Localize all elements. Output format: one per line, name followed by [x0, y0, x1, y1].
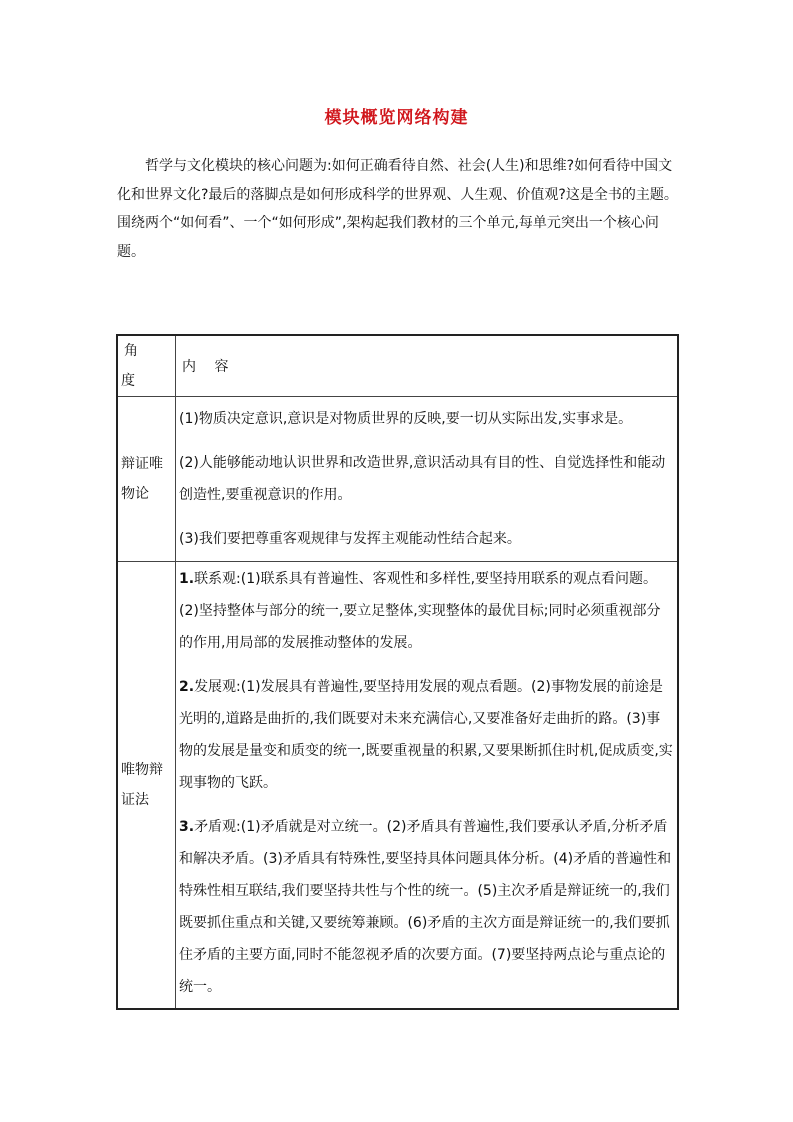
- header-content: 内 容: [176, 335, 679, 397]
- page-title: 模块概览网络构建: [324, 108, 469, 128]
- content-table: [116, 334, 679, 1010]
- header-angle: 角 度: [117, 335, 176, 397]
- item-number: 1.: [179, 571, 195, 588]
- table-row: [117, 397, 678, 562]
- table-header-row: [117, 335, 678, 397]
- row-angle: 辩证唯物论: [117, 397, 176, 562]
- content-paragraph: (2)人能够能动地认识世界和改造世界,意识活动具有目的性、自觉选择性和能动创造性,要重视意识的作用。: [179, 455, 666, 503]
- intro-paragraph: 哲学与文化模块的核心问题为:如何正确看待自然、社会(人生)和思维?如何看待中国文化和世界文化?最后的落脚点是如何形成科学的世界观、人生观、价值观?这是全书的主题。围绕两个“如何看”、一个“如何形成”,架构起我们教材的三个单元,每单元突出一个核心问题。: [117, 158, 678, 260]
- row-angle: 唯物辩证法: [117, 562, 176, 1009]
- content-paragraph: (3)我们要把尊重客观规律与发挥主观能动性结合起来。: [179, 531, 521, 547]
- row-content: [176, 397, 679, 562]
- content-paragraph: 3.矛盾观:(1)矛盾就是对立统一。(2)矛盾具有普遍性,我们要承认矛盾,分析矛盾和解决矛盾。(3)矛盾具有特殊性,要坚持具体问题具体分析。(4)矛盾的普遍性和特殊性相互联结,我们要坚持共性与个性的统一。(5)主次矛盾是辩证统一的,我们既要抓住重点和关键,又要统筹兼顾。(6)矛盾的主次方面是辩证统一的,我们要抓住矛盾的主要方面,同时不能忽视矛盾的次要方面。(7)要坚持两点论与重点论的统一。: [179, 819, 672, 996]
- item-number: 3.: [179, 819, 195, 836]
- content-paragraph: 1.联系观:(1)联系具有普遍性、客观性和多样性,要坚持用联系的观点看问题。(2)坚持整体与部分的统一,要立足整体,实现整体的最优目标;同时必须重视部分的作用,用局部的发展推动整体的发展。: [179, 571, 661, 652]
- row-content: [176, 562, 679, 1009]
- content-paragraph: 2.发展观:(1)发展具有普遍性,要坚持用发展的观点看题。(2)事物发展的前途是光明的,道路是曲折的,我们既要对未来充满信心,又要准备好走曲折的路。(3)事物的发展是量变和质变的统一,既要重视量的积累,又要果断抓住时机,促成质变,实现事物的飞跃。: [179, 679, 673, 792]
- item-number: 2.: [179, 679, 195, 696]
- table-row: [117, 562, 678, 1009]
- content-paragraph: (1)物质决定意识,意识是对物质世界的反映,要一切从实际出发,实事求是。: [179, 411, 633, 427]
